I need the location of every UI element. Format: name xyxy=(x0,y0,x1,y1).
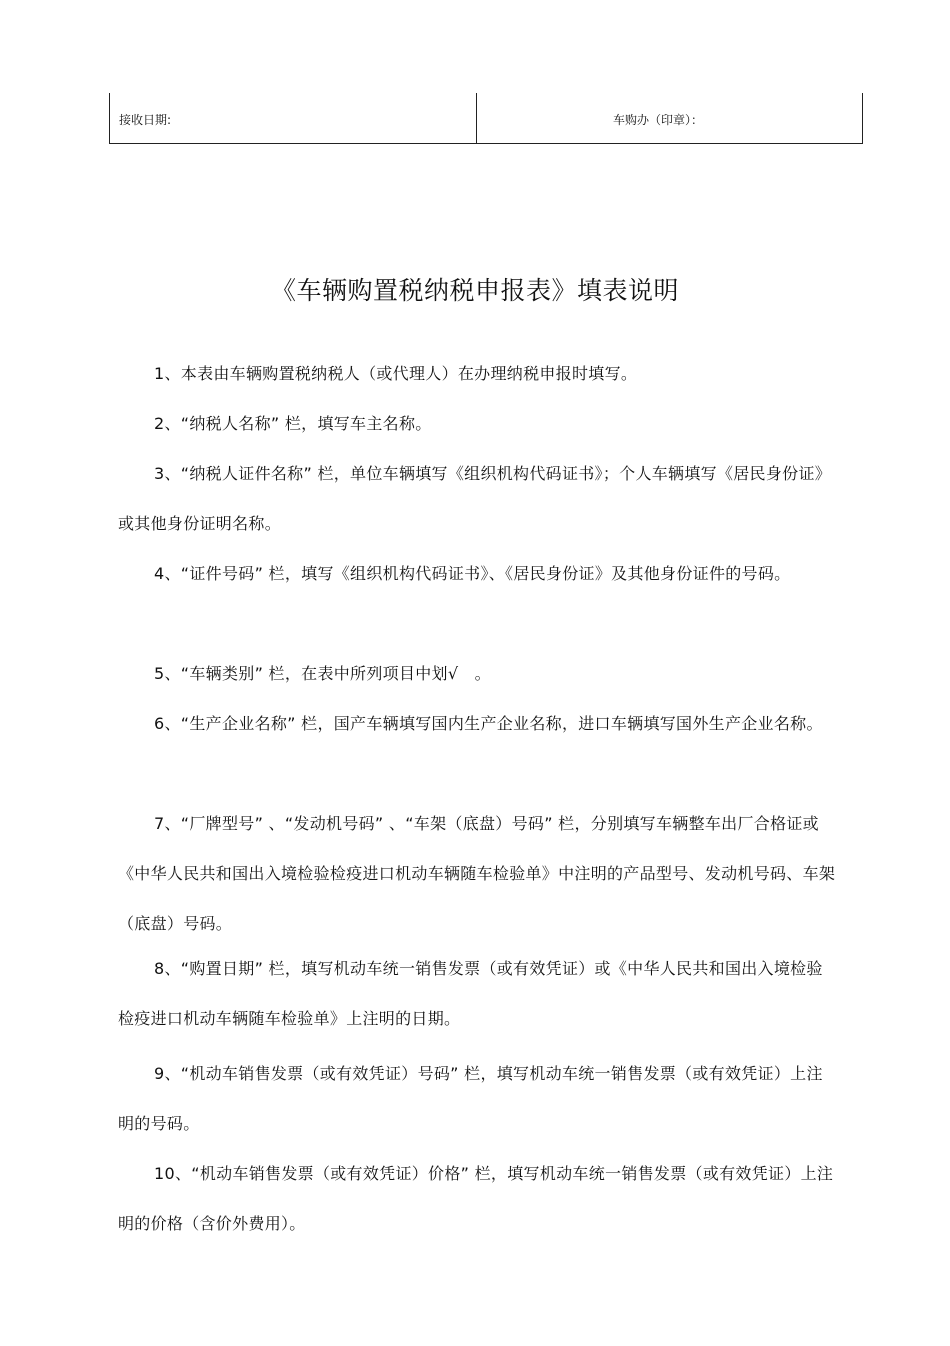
instruction-item-10: 10、“机动车销售发票（或有效凭证）价格” 栏，填写机动车统一销售发票（或有效凭证）上注明的价格（含价外费用）。 xyxy=(118,1164,834,1233)
instruction-item-1: 1、本表由车辆购置税纳税人（或代理人）在办理纳税申报时填写。 xyxy=(154,364,638,383)
instruction-item-7: 7、“厂牌型号” 、“发动机号码” 、“车架（底盘）号码” 栏，分别填写车辆整车出厂合格证或《中华人民共和国出入境检验检疫进口机动车辆随车检验单》中注明的产品型号、发动机号码、车架（底盘）号码。 xyxy=(118,814,836,933)
instruction-item-4: 4、“证件号码” 栏，填写《组织机构代码证书》、《居民身份证》及其他身份证件的号码。 xyxy=(154,564,791,583)
seal-label: 车购办（印章）： xyxy=(613,113,704,127)
instruction-item-6: 6、“生产企业名称” 栏，国产车辆填写国内生产企业名称，进口车辆填写国外生产企业名称。 xyxy=(154,714,823,733)
form-column-divider xyxy=(476,93,477,143)
instruction-item-2: 2、“纳税人名称” 栏，填写车主名称。 xyxy=(154,414,432,433)
instruction-item-5: 5、“车辆类别” 栏，在表中所列项目中划√ 。 xyxy=(154,664,491,683)
document-title: 《车辆购置税纳税申报表》填表说明 xyxy=(270,276,679,305)
form-table-footer xyxy=(109,93,863,144)
instruction-item-8: 8、“购置日期” 栏，填写机动车统一销售发票（或有效凭证）或《中华人民共和国出入境检验检疫进口机动车辆随车检验单》上注明的日期。 xyxy=(118,959,823,1028)
instruction-item-9: 9、“机动车销售发票（或有效凭证）号码” 栏，填写机动车统一销售发票（或有效凭证）上注明的号码。 xyxy=(118,1064,823,1133)
receive-date-label: 接收日期: xyxy=(119,113,172,127)
instruction-item-3: 3、“纳税人证件名称” 栏，单位车辆填写《组织机构代码证书》；个人车辆填写《居民身份证》或其他身份证明名称。 xyxy=(118,464,832,533)
